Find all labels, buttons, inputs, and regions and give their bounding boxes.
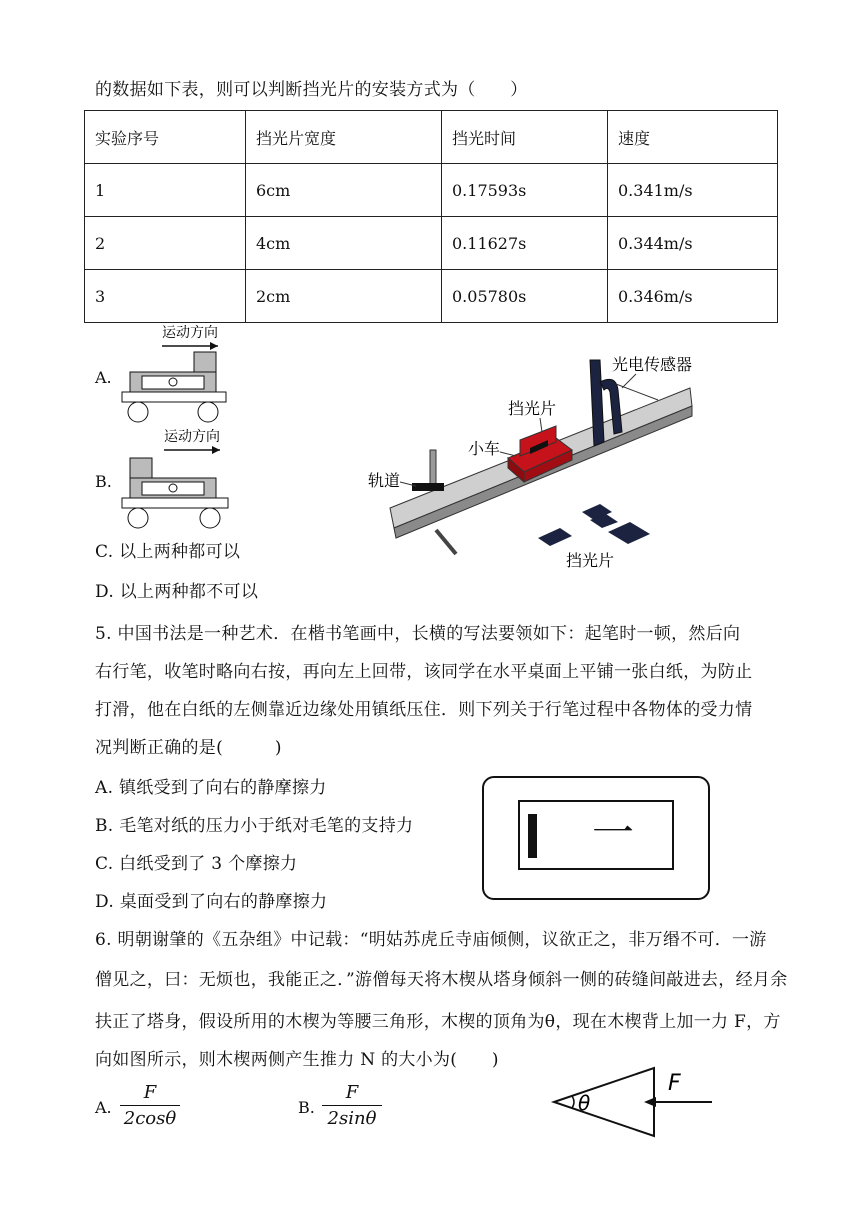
q6-line-4: 向如图所示，则木楔两侧产生推力 N 的大小为( ) bbox=[95, 1050, 499, 1070]
loose-shutter bbox=[538, 528, 572, 546]
q5-option-a: A. 镇纸受到了向右的静摩擦力 bbox=[95, 778, 327, 798]
fraction-bar bbox=[322, 1105, 382, 1106]
q5-line-1: 5. 中国书法是一种艺术．在楷书笔画中，长横的写法要领如下：起笔时一顿，然后向 bbox=[95, 624, 741, 644]
q5-option-b: B. 毛笔对纸的压力小于纸对毛笔的支持力 bbox=[95, 816, 414, 836]
cart-wheel bbox=[128, 508, 148, 528]
option-c-text: C. 以上两种都可以 bbox=[95, 542, 241, 562]
paper-sheet bbox=[518, 800, 674, 870]
table-cell: 0.346m/s bbox=[608, 270, 778, 323]
q6-line-2: 僧见之，曰：无烦也，我能正之．”游僧每天将木楔从塔身倾斜一侧的砖缝间敲进去，经月余 bbox=[95, 970, 788, 990]
table-cell: 4cm bbox=[246, 217, 442, 270]
theta-label: θ bbox=[578, 1091, 591, 1115]
apparatus-figure bbox=[360, 340, 710, 572]
sensor-leader bbox=[622, 374, 636, 388]
table-cell: 0.11627s bbox=[442, 217, 608, 270]
shutter-leader bbox=[540, 418, 542, 432]
cart-hole bbox=[169, 484, 177, 492]
table-cell: 6cm bbox=[246, 164, 442, 217]
table-cell: 2 bbox=[85, 217, 246, 270]
option-d-text: D. 以上两种都不可以 bbox=[95, 582, 259, 602]
q5-option-c: C. 白纸受到了 3 个摩擦力 bbox=[95, 854, 298, 874]
shutter-label: 挡光片 bbox=[508, 399, 557, 418]
table-cell: 0.05780s bbox=[442, 270, 608, 323]
sensor-cable bbox=[616, 384, 658, 400]
force-label: F bbox=[668, 1071, 681, 1096]
wedge-figure bbox=[548, 1066, 718, 1142]
fraction-numerator: F bbox=[143, 1082, 157, 1103]
motion-direction-label: 运动方向 bbox=[164, 429, 220, 445]
brush-stroke-char: 一 bbox=[592, 808, 635, 857]
cart-hole bbox=[169, 378, 177, 386]
table-cell: 0.341m/s bbox=[608, 164, 778, 217]
cart-wheel bbox=[128, 402, 148, 422]
intro-text: 的数据如下表，则可以判断挡光片的安装方式为（ ） bbox=[95, 80, 528, 100]
q6-option-a-label: A. bbox=[95, 1098, 112, 1117]
data-table bbox=[84, 110, 778, 323]
q5-line-2: 右行笔，收笔时略向右按，再向左上回带，该同学在水平桌面上平铺一张白纸，为防止 bbox=[95, 662, 753, 682]
option-a-label: A. bbox=[95, 368, 112, 387]
track-leg bbox=[436, 530, 456, 554]
cart-wheel bbox=[200, 508, 220, 528]
fraction-bar bbox=[120, 1105, 180, 1106]
cart-base bbox=[122, 498, 228, 508]
table-header-cell: 速度 bbox=[608, 111, 778, 164]
motion-direction-label: 运动方向 bbox=[162, 325, 218, 341]
q6-line-1: 6. 明朝谢肇的《五杂组》中记载：“明姑苏虎丘寺庙倾侧，议欲正之，非万缗不可．一游 bbox=[95, 930, 767, 950]
shutter-block bbox=[130, 458, 152, 478]
cart-figure-b bbox=[118, 426, 238, 532]
fraction-denominator: 2sinθ bbox=[327, 1108, 377, 1129]
q6-option-a-fraction bbox=[120, 1082, 180, 1129]
table-header-cell: 实验序号 bbox=[85, 111, 246, 164]
wedge-triangle bbox=[554, 1068, 654, 1136]
table-cell: 3 bbox=[85, 270, 246, 323]
table-row bbox=[85, 217, 778, 270]
desk-frame bbox=[482, 776, 710, 900]
loose-shutter bbox=[608, 522, 650, 544]
cart-figure-a bbox=[118, 322, 238, 427]
q5-line-4: 况判断正确的是( ) bbox=[95, 738, 282, 758]
q5-option-d: D. 桌面受到了向右的静摩擦力 bbox=[95, 892, 328, 912]
option-b-label: B. bbox=[95, 472, 112, 491]
cart-label: 小车 bbox=[468, 439, 501, 458]
motion-arrow-head bbox=[210, 342, 218, 350]
track-end-block bbox=[412, 483, 444, 491]
table-cell: 0.344m/s bbox=[608, 217, 778, 270]
sensor-label: 光电传感器 bbox=[612, 355, 693, 374]
table-header-cell: 挡光时间 bbox=[442, 111, 608, 164]
table-cell: 1 bbox=[85, 164, 246, 217]
table-cell: 2cm bbox=[246, 270, 442, 323]
cart-wheel bbox=[198, 402, 218, 422]
table-header-row bbox=[85, 111, 778, 164]
table-row bbox=[85, 164, 778, 217]
cart-base bbox=[122, 392, 226, 402]
fraction-denominator: 2cosθ bbox=[123, 1108, 177, 1129]
shutters-label: 挡光片 bbox=[566, 551, 615, 570]
table-cell: 0.17593s bbox=[442, 164, 608, 217]
table-header-cell: 挡光片宽度 bbox=[246, 111, 442, 164]
q6-line-3: 扶正了塔身，假设所用的木楔为等腰三角形，木楔的顶角为θ，现在木楔背上加一力 F，方 bbox=[95, 1012, 781, 1032]
track-label: 轨道 bbox=[368, 471, 401, 490]
paperweight bbox=[528, 814, 537, 858]
q6-option-b-fraction bbox=[322, 1082, 382, 1129]
q5-line-3: 打滑，他在白纸的左侧靠近边缘处用镇纸压住．则下列关于行笔过程中各物体的受力情 bbox=[95, 700, 753, 720]
cart-leader bbox=[500, 452, 516, 456]
shutter-block bbox=[194, 352, 216, 372]
fraction-numerator: F bbox=[345, 1082, 359, 1103]
q6-option-b-label: B. bbox=[298, 1098, 315, 1117]
table-row bbox=[85, 270, 778, 323]
motion-arrow-head bbox=[212, 446, 220, 454]
